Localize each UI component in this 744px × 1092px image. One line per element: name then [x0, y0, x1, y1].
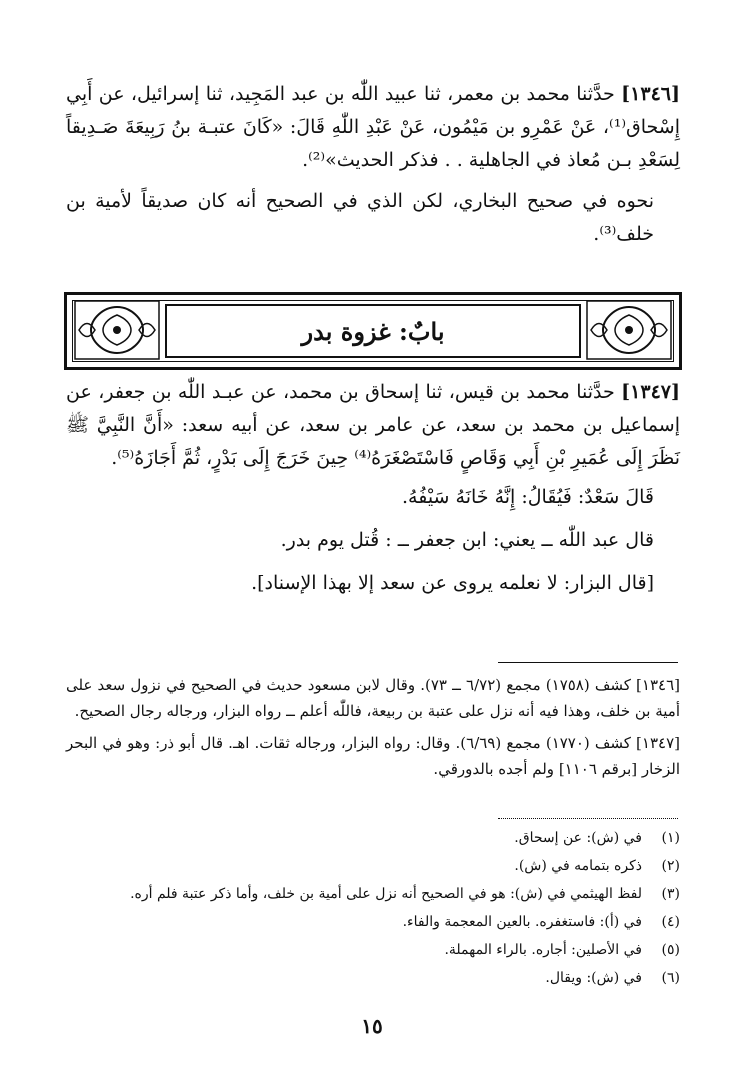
chapter-title-box [165, 304, 581, 358]
footnote: (٤) في (أ): فاستغفره. بالعين المعجمة والفاء. [402, 914, 680, 930]
hadith-text: حدَّثنا محمد بن قيس، ثنا إسحاق بن محمد، عن عبـد اللّٰه بن جعفر، عن إسماعيل بن محمد بن سعد، عن عامر بن سعد، عن أبيه سعد: «أَنَّ النَّبِيَّ ﷺ نَظَرَ إِلَى عُمَيرِ بْنِ أَبِي وَقَاصٍ فَاسْتَصْغَرَهُ⁽⁴⁾ حِينَ خَرَجَ إِلَى بَدْرٍ، ثُمَّ أَجَازَهُ⁽⁵⁾. [66, 381, 680, 469]
hadith-1347 [66, 376, 680, 600]
footnotes [66, 824, 680, 992]
hadith-line: [قال البزار: لا نعلمه يروى عن سعد إلا بهذا الإسناد]. [251, 572, 654, 594]
note-1347: [١٣٤٧] كشف (١٧٧٠) مجمع (٦/٦٩). وقال: رواه البزار، ورجاله ثقات. اهـ. قال أبو ذر: وهو في البحر الزخار [برقم ١١٠٦] ولم أجده بالدورقي. [66, 734, 680, 778]
chapter-title: بابٌ: غزوة بدر [301, 316, 445, 346]
ornament-icon-right [585, 299, 673, 361]
footnote: (٥) في الأصلين: أجاره. بالراء المهملة. [444, 942, 680, 958]
ornament-icon-left [73, 299, 161, 361]
dotted-separator [498, 818, 678, 819]
chapter-heading-frame [64, 292, 682, 370]
footnote: (٦) في (ش): ويقال. [545, 970, 680, 986]
hadith-number: [١٣٤٦] [621, 83, 680, 105]
notes-section [66, 672, 680, 782]
footnote-separator [498, 662, 678, 663]
footnote: (٣) لفظ الهيثمي في (ش): هو في الصحيح أنه نزل على أمية بن خلف، وأما ذكر عتبة فلم أره. [130, 886, 680, 902]
footnote: (١) في (ش): عن إسحاق. [514, 830, 680, 846]
hadith-text: حدَّثنا محمد بن معمر، ثنا عبيد اللّٰه بن عبد المَجِيد، ثنا إسرائيل، عن أَبِي إِسْحاق⁽¹⁾، عَنْ عَمْرِو بن مَيْمُون، عَنْ عَبْدِ اللّٰهِ قَالَ: «كَانَ عتبـة بنُ رَبِيعَةَ صَـدِيقاً لِسَعْدِ بـن مُعاذ في الجاهلية . . فذكر الحديث»⁽²⁾. [66, 83, 680, 171]
page-number: ١٥ [361, 1014, 383, 1038]
hadith-number: [١٣٤٧] [621, 381, 680, 403]
hadith-comment: نحوه في صحيح البخاري، لكن الذي في الصحيح أنه كان صديقاً لأمية بن خلف⁽³⁾. [66, 190, 654, 245]
footnote: (٢) ذكره بتمامه في (ش). [514, 858, 680, 874]
hadith-1346 [66, 78, 680, 251]
note-1346: [١٣٤٦] كشف (١٧٥٨) مجمع (٦/٧٢ ــ ٧٣). وقال لابن مسعود حديث في الصحيح في نزول سعد على أمية بن خلف، وهذا فيه أنه نزل على عتبة بن ربيعة، فاللّٰه أعلم ــ رواه البزار، ورجاله رجال الصحيح. [66, 676, 680, 720]
hadith-line: قال عبد اللّٰه ــ يعني: ابن جعفر ــ : قُتل يوم بدر. [280, 529, 654, 551]
hadith-line: قَالَ سَعْدٌ: فَيُقَالُ: إِنَّهُ خَانَهُ سَيْفُهُ. [401, 486, 654, 508]
